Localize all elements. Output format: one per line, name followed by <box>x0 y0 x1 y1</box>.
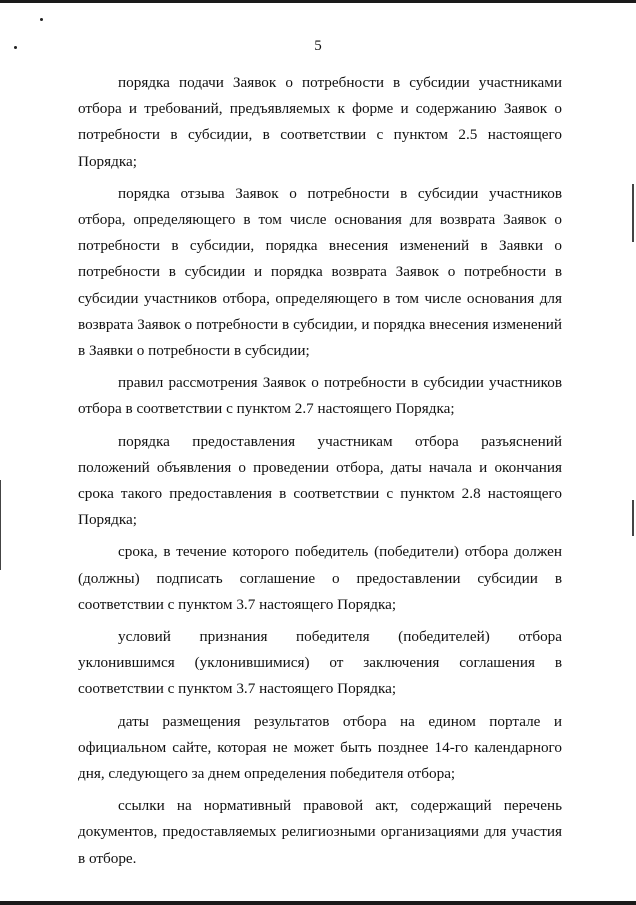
paragraph: условий признания победителя (победителей) отбора уклонившимся (уклонившимися) от заключения соглашения в соответствии с пунктом 3.7 настоящего Порядка; <box>78 628 562 698</box>
paragraph: правил рассмотрения Заявок о потребности в субсидии участников отбора в соответствии с пунктом 2.7 настоящего Порядка; <box>78 374 562 418</box>
paragraph: даты размещения результатов отбора на едином портале и официальном сайте, которая не может быть позднее 14-го календарного дня, следующего за днем определения победителя отбора; <box>78 712 562 783</box>
scan-bottom-border <box>0 901 636 905</box>
scan-edge-mark <box>0 480 1 570</box>
scan-edge-mark <box>632 184 634 242</box>
document-body <box>78 70 562 878</box>
paragraph: порядка подачи Заявок о потребности в субсидии участниками отбора и требований, предъявляемых к форме и содержанию Заявок о потребности в субсидии, в соответствии с пунктом 2.5 настоящего Порядка; <box>78 74 562 170</box>
paragraph: срока, в течение которого победитель (победители) отбора должен (должны) подписать соглашение о предоставлении субсидии в соответствии с пунктом 3.7 настоящего Порядка; <box>78 543 562 613</box>
scan-top-border <box>0 0 636 3</box>
scan-edge-mark <box>632 500 634 536</box>
paragraph: ссылки на нормативный правовой акт, содержащий перечень документов, предоставляемых религиозными организациями для участия в отборе. <box>78 797 562 867</box>
scan-artifact-dot <box>40 18 43 21</box>
paragraph: порядка предоставления участникам отбора разъяснений положений объявления о проведении отбора, даты начала и окончания срока такого предоставления в соответствии с пунктом 2.8 настоящего Порядка; <box>78 432 562 529</box>
paragraph: порядка отзыва Заявок о потребности в субсидии участников отбора, определяющего в том числе основания для возврата Заявок о потребности в субсидии, порядка внесения изменений в Заявки о потребности в субсидии и порядка возврата Заявок о потребности в субсидии участников отбора, определяющего в том числе основания для возврата Заявок о потребности в субсидии, и порядка внесения изменений в Заявки о потребности в субсидии; <box>78 184 562 360</box>
page-number: 5 <box>314 38 322 54</box>
